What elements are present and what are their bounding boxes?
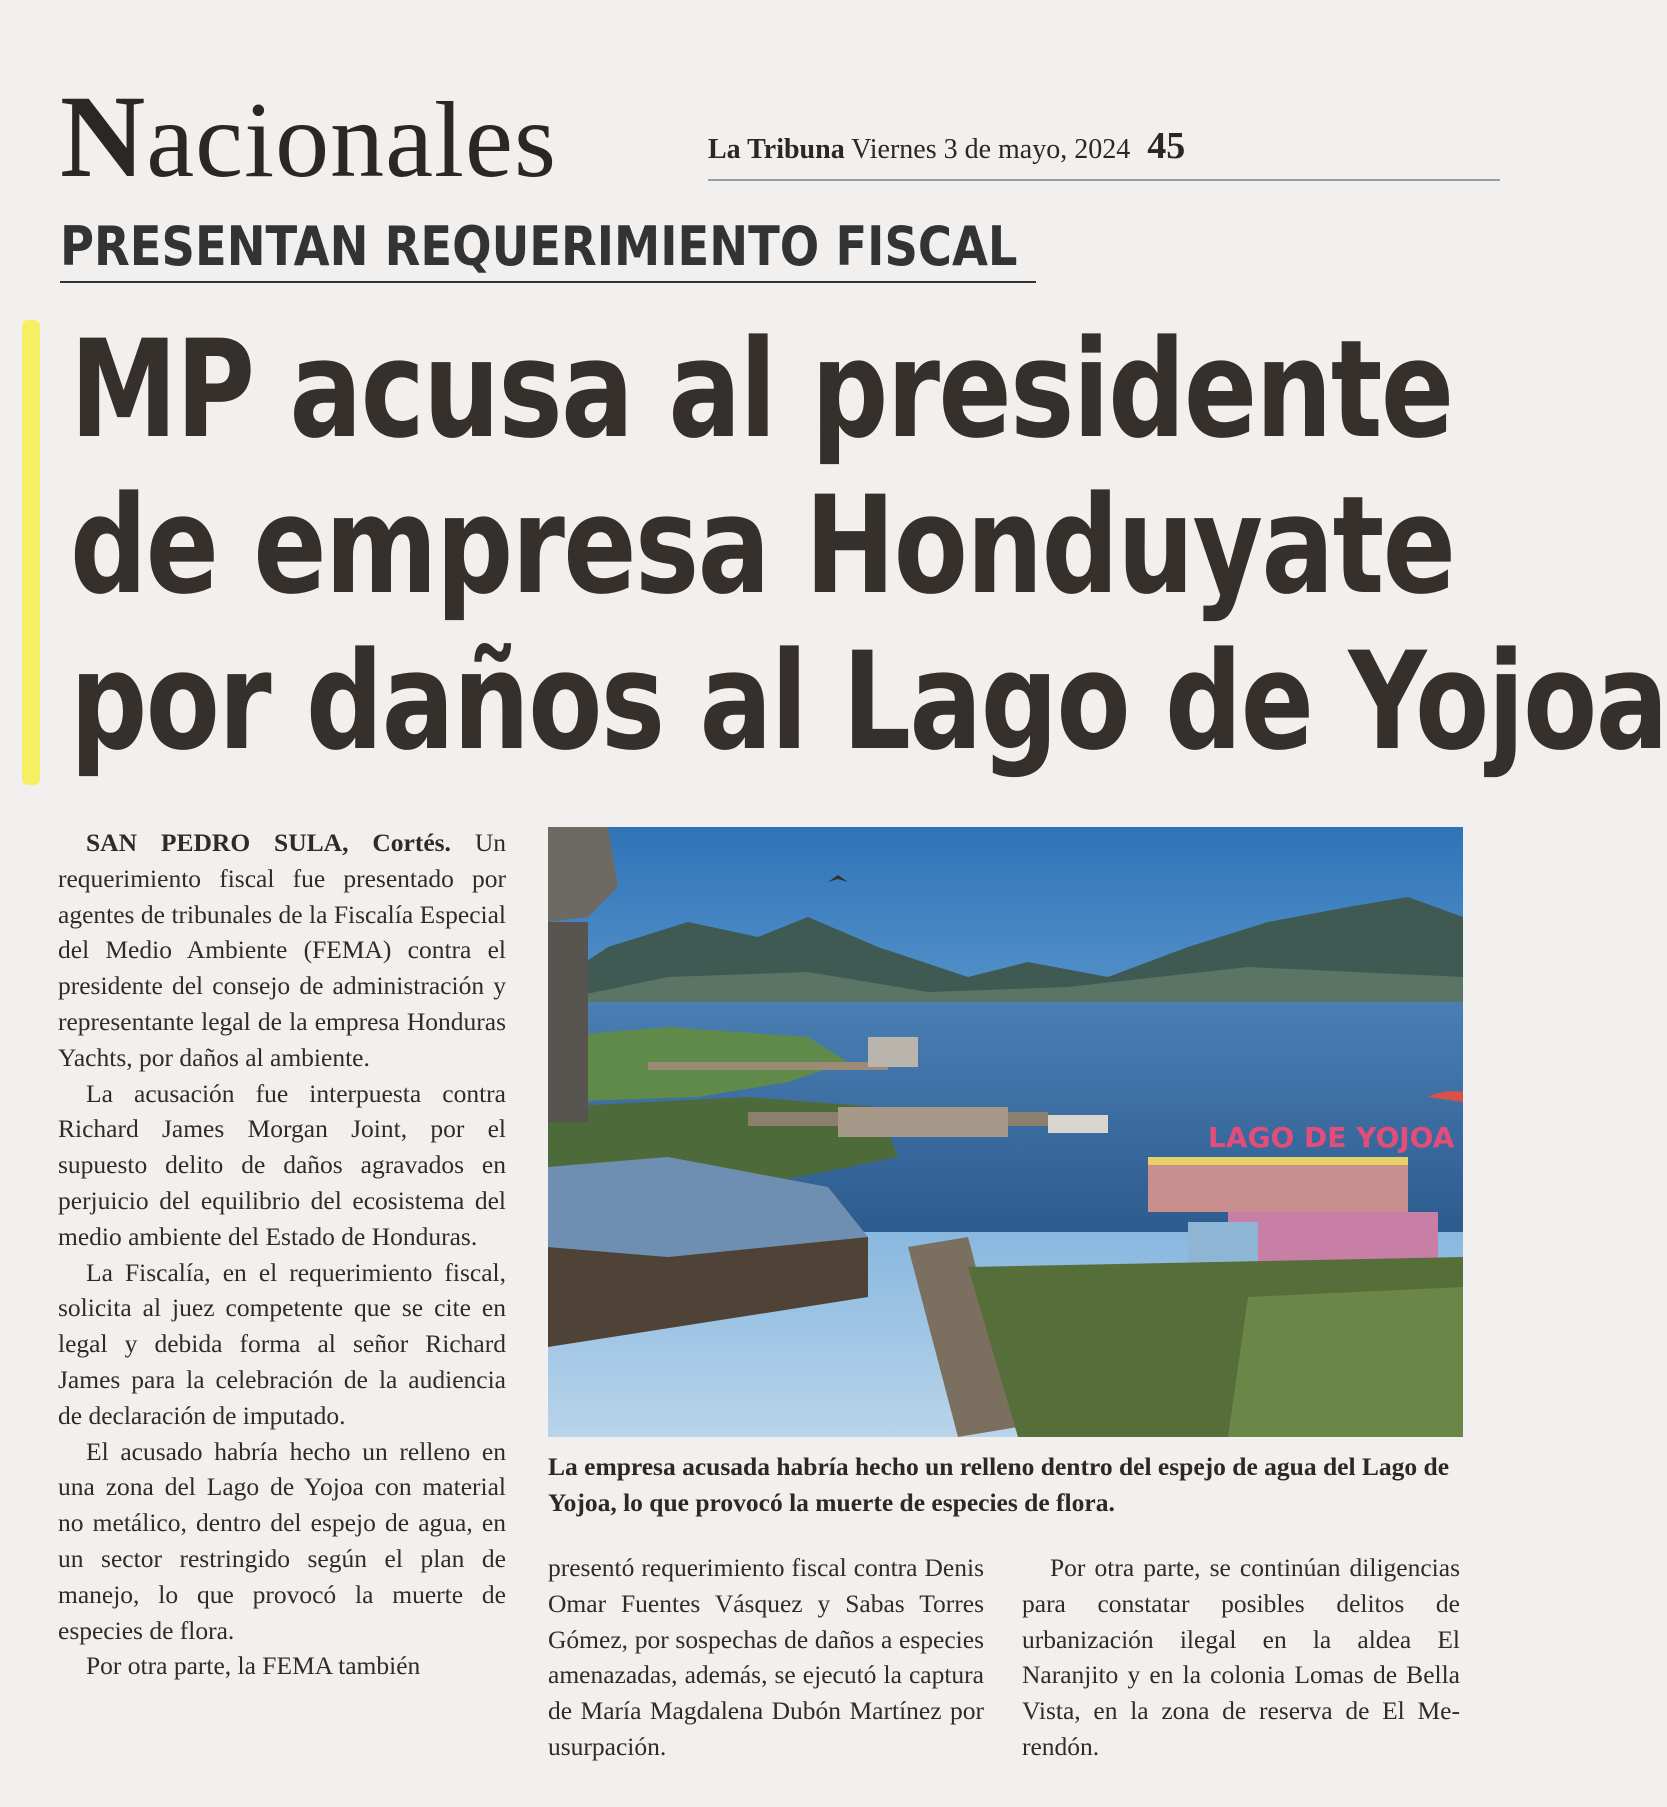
article-column-2: [548, 1550, 984, 1765]
kicker-underline: [60, 281, 1036, 283]
header-rule: [708, 179, 1500, 181]
paragraph-5: Por otra parte, la FEMA también: [86, 1651, 421, 1681]
lake-sign-text: LAGO DE YOJOA: [1208, 1121, 1455, 1154]
headline-line-3: por daños al Lago de Yojoa: [70, 623, 1667, 780]
headline-line-1: MP acusa al presidente: [70, 311, 1453, 468]
paragraph-6: presentó requerimiento fiscal contra Denis Omar Fuentes Vásquez y Sabas Torres Gómez, por sospechas de daños a especies amenazadas, además, se ejecutó la captura de María Magdalena Dubón Martínez por usurpación.: [548, 1553, 984, 1761]
headline-line-2: de empresa Honduyate: [70, 467, 1455, 624]
highlighter-mark: [22, 320, 40, 785]
page-number: 45: [1147, 125, 1186, 167]
article-kicker: PRESENTAN REQUERIMIENTO FISCAL: [60, 215, 1018, 278]
masthead: [708, 124, 1185, 168]
lake-photo: [548, 827, 1463, 1437]
photo-caption: La empresa acusada habría hecho un relleno dentro del espejo de agua del Lago de Yojoa, lo que provocó la muerte de especies de flora.: [548, 1452, 1450, 1517]
section-title-rest: acionales: [146, 81, 558, 200]
lake-photo-illustration: [548, 827, 1463, 1437]
section-title-initial: N: [60, 71, 147, 202]
paragraph-4: El acusado habría hecho un relleno en una zona del Lago de Yojoa con material no metálico, dentro del espejo de agua, en un sector restringido según el plan de manejo, lo que provocó la muerte de especies de flora.: [58, 1436, 506, 1645]
paragraph-1-text: Un requerimiento fiscal fue presentado por agentes de tribunales de la Fiscalía Especial del Medio Ambiente (FEMA) contra el presidente del consejo de administración y representante legal de la empresa Honduras Yachts, por daños al ambiente.: [58, 828, 507, 1072]
paragraph-7: Por otra parte, se continúan diligencias para constatar posibles delitos de urbanización ilegal en la aldea El Naranjito y en la colonia Lomas de Bella Vista, en la zona de reserva de El Merendón.: [1022, 1553, 1460, 1761]
paragraph-2: La acusación fue interpuesta contra Richard James Morgan Joint, por el supuesto delito de daños agravados en perjuicio del equilibrio del ecosistema del medio ambiente del Estado de Honduras.: [58, 1078, 506, 1251]
article-column-3: [1022, 1550, 1460, 1765]
dateline: SAN PEDRO SULA, Cortés.: [86, 828, 451, 857]
issue-date: Viernes 3 de mayo, 2024: [851, 134, 1131, 165]
newspaper-brand: La Tribuna: [708, 134, 845, 165]
paragraph-1: [58, 825, 506, 1076]
paragraph-3: La Fiscalía, en el requerimiento fiscal, solicita al juez competente que se cite en legal y debida forma al señor Richard James para la celebración de la audiencia de declaración de imputado.: [58, 1257, 506, 1430]
article-headline: [70, 311, 1667, 780]
article-column-1: [58, 825, 506, 1684]
section-title: [60, 71, 558, 202]
